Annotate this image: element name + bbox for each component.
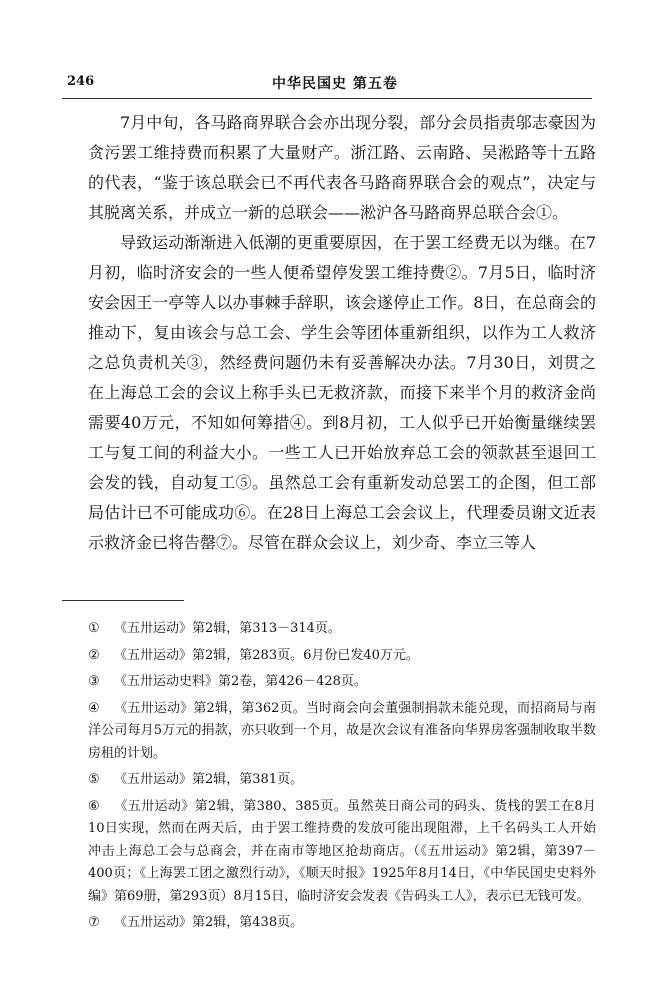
footnote <box>88 912 596 935</box>
footnote-mark: ① <box>88 621 100 636</box>
header-rule <box>62 98 592 99</box>
footnote-mark: ④ <box>88 700 100 716</box>
footnote <box>88 769 596 792</box>
paragraph: 7月中旬，各马路商界联合会亦出现分裂，部分会员指责邬志豪因为贪污罢工维持费而积累了大量财产。浙江路、云南路、吴淞路等十五路的代表，“鉴于该总联会已不再代表各马路商界联合会的观点”，决定与其脱离关系，并成立一新的总联会——淞沪各马路商界总联合会①。 <box>88 113 596 222</box>
footnote-mark: ③ <box>88 674 100 689</box>
footnote <box>88 698 596 766</box>
paragraph: 导致运动渐渐进入低潮的更重要原因，在于罢工经费无以为继。在7月初，临时济安会的一些人便希望停发罢工维持费②。7月5日，临时济安会因王一亭等人以办事棘手辞职，该会遂停止工作。8日，在总商会的推动下，复由该会与总工会、学生会等团体重新组织，以作为工人救济之总负责机关③，然经费问题仍未有妥善解决办法。7月30日，刘贯之在上海总工会的会议上称手头已无救济款，而接下来半个月的救济金尚需要40万元，不知如何筹措④。到8月初，工人似乎已开始衡量继续罢工与复工间的利益大小。一些工人已开始放弃总工会的领款甚至退回工会发的钱，自动复工⑤。虽然总工会有重新发动总罢工的企图，但工部局估计已不可能成功⑥。在28日上海总工会会议上，代理委员谢文近表示救济金已将告罄⑦。尽管在群众会议上，刘少奇、李立三等人 <box>88 233 596 552</box>
running-title: 中华民国史 第五卷 <box>272 76 398 92</box>
footnote <box>88 618 596 641</box>
footnote <box>88 796 596 909</box>
footnote-mark: ② <box>88 647 100 663</box>
footnote-mark: ⑥ <box>88 798 100 814</box>
page-number: 246 <box>67 74 95 89</box>
footnote-text: 《五卅运动》第2辑，第438页。 <box>114 915 304 930</box>
page-header <box>0 0 652 100</box>
footnote <box>88 671 596 694</box>
footnote-text: 《五卅运动》第2辑，第381页。 <box>114 772 304 787</box>
footnote <box>88 645 596 668</box>
footnote-mark: ⑦ <box>88 915 100 930</box>
footnote-text: 《五卅运动》第2辑，第283页。6月份已发40万元。 <box>114 647 419 663</box>
footnote-text: 《五卅运动史料》第2卷，第426－428页。 <box>114 674 367 689</box>
footnotes <box>88 618 596 939</box>
footnote-text: 《五卅运动》第2辑，第362页。当时商会向会董强制捐款未能兑现，而招商局与南洋公司每月5万元的捐款，亦只收到一个月，故是次会议有准备向华界房客强制收取半数房租的计划。 <box>88 700 596 761</box>
footnote-text: 《五卅运动》第2辑，第380、385页。虽然英日商公司的码头、货栈的罢工在8月10日实现，然而在两天后，由于罢工维持费的发放可能出现阻滞，上千名码头工人开始冲击上海总工会与总商会，并在南市等地区抢劫商店。（《五卅运动》第2辑，第397－400页；《上海罢工团之激烈行动》，《顺天时报》1925年8月14日，《中华民国史史料外编》第69册，第293页）8月15日，临时济安会发表《告码头工人》，表示已无钱可发。 <box>88 798 596 904</box>
footnote-mark: ⑤ <box>88 772 100 787</box>
footnote-text: 《五卅运动》第2辑，第313－314页。 <box>114 621 341 636</box>
footnote-rule <box>62 600 184 601</box>
body-text <box>88 108 596 558</box>
